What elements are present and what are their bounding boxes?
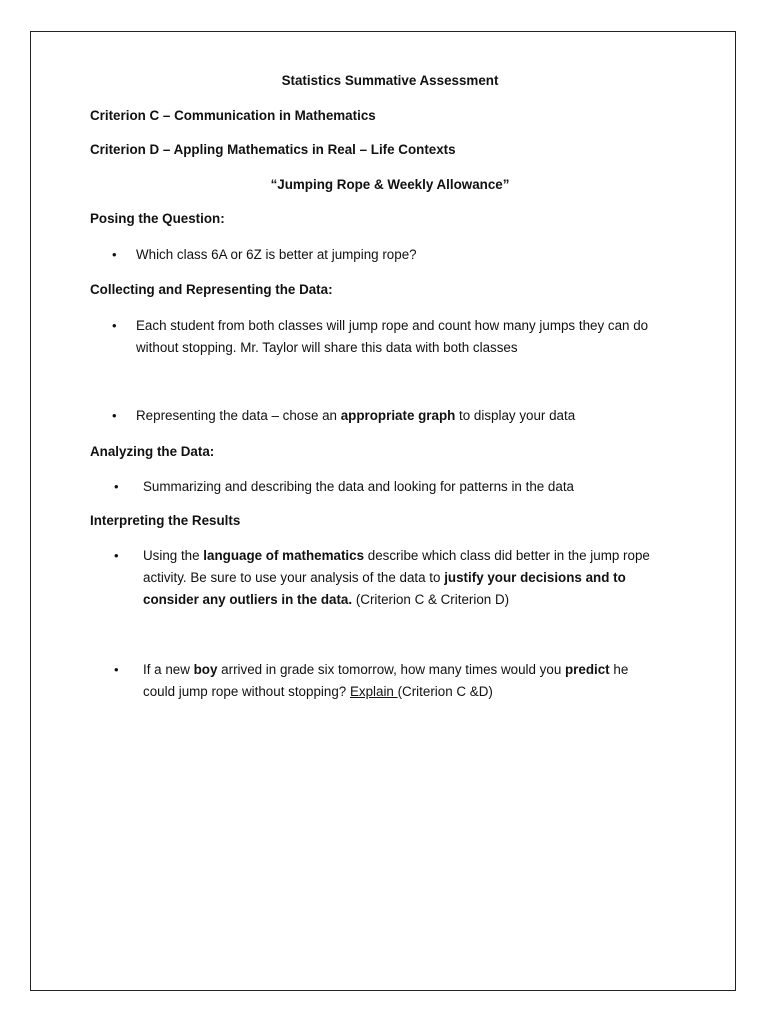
criterion-c-heading: Criterion C – Communication in Mathematics: [90, 108, 376, 123]
document-subtitle: “Jumping Rope & Weekly Allowance”: [270, 177, 510, 192]
interp-b2-l1-bold-predict: predict: [565, 662, 610, 677]
interp-b1-l3-bold: consider any outliers in the data.: [143, 592, 353, 607]
interp-b2-l2-post: (Criterion C &D): [397, 684, 493, 699]
interpreting-bullet-2-line-2: [143, 681, 493, 703]
criterion-d-heading: Criterion D – Appling Mathematics in Real – Life Contexts: [90, 142, 456, 157]
posing-heading: Posing the Question:: [90, 211, 225, 226]
interp-b2-l1-post: he: [609, 662, 629, 677]
interp-b2-l2-explain: Explain: [349, 684, 398, 699]
interp-b1-l1-pre: Using the: [143, 548, 204, 563]
bullet-icon: •: [114, 479, 119, 494]
interp-b2-l1-bold-boy: boy: [193, 662, 218, 677]
document-title: Statistics Summative Assessment: [281, 73, 499, 88]
interp-b2-l2-pre: could jump rope without stopping?: [143, 684, 350, 699]
interp-b2-l1-pre: If a new: [143, 662, 194, 677]
interpreting-bullet-2-line-1: [143, 659, 628, 681]
collecting-bullet-2: [136, 405, 575, 427]
interp-b1-l1-bold: language of mathematics: [203, 548, 365, 563]
collecting-bullet-2-post: to display your data: [455, 408, 576, 423]
interp-b1-l1-post: describe which class did better in the jump rope: [364, 548, 650, 563]
bullet-icon: •: [112, 318, 117, 333]
bullet-icon: •: [112, 247, 117, 262]
interpreting-bullet-1-line-3: [143, 589, 509, 611]
bullet-icon: •: [114, 662, 119, 677]
posing-bullet-1: Which class 6A or 6Z is better at jumping rope?: [136, 247, 417, 262]
interp-b1-l3-post: (Criterion C & Criterion D): [352, 592, 510, 607]
analyzing-heading: Analyzing the Data:: [90, 444, 215, 459]
analyzing-bullet-1: Summarizing and describing the data and looking for patterns in the data: [143, 479, 574, 494]
interpreting-heading: Interpreting the Results: [90, 513, 241, 528]
interpreting-bullet-1-line-1: [143, 545, 650, 567]
interp-b1-l2-bold: justify your decisions and to: [444, 570, 626, 585]
bullet-icon: •: [112, 408, 117, 423]
interpreting-bullet-1-line-2: [143, 567, 626, 589]
bullet-icon: •: [114, 548, 119, 563]
collecting-heading: Collecting and Representing the Data:: [90, 282, 333, 297]
collecting-bullet-1-line-1: Each student from both classes will jump rope and count how many jumps they can do: [136, 318, 649, 333]
collecting-bullet-1-line-2: without stopping. Mr. Taylor will share this data with both classes: [136, 340, 518, 355]
collecting-bullet-2-bold: appropriate graph: [340, 408, 456, 423]
interp-b2-l1-mid: arrived in grade six tomorrow, how many times would you: [217, 662, 565, 677]
collecting-bullet-2-pre: Representing the data – chose an: [136, 408, 341, 423]
interp-b1-l2-pre: activity. Be sure to use your analysis of the data to: [143, 570, 445, 585]
